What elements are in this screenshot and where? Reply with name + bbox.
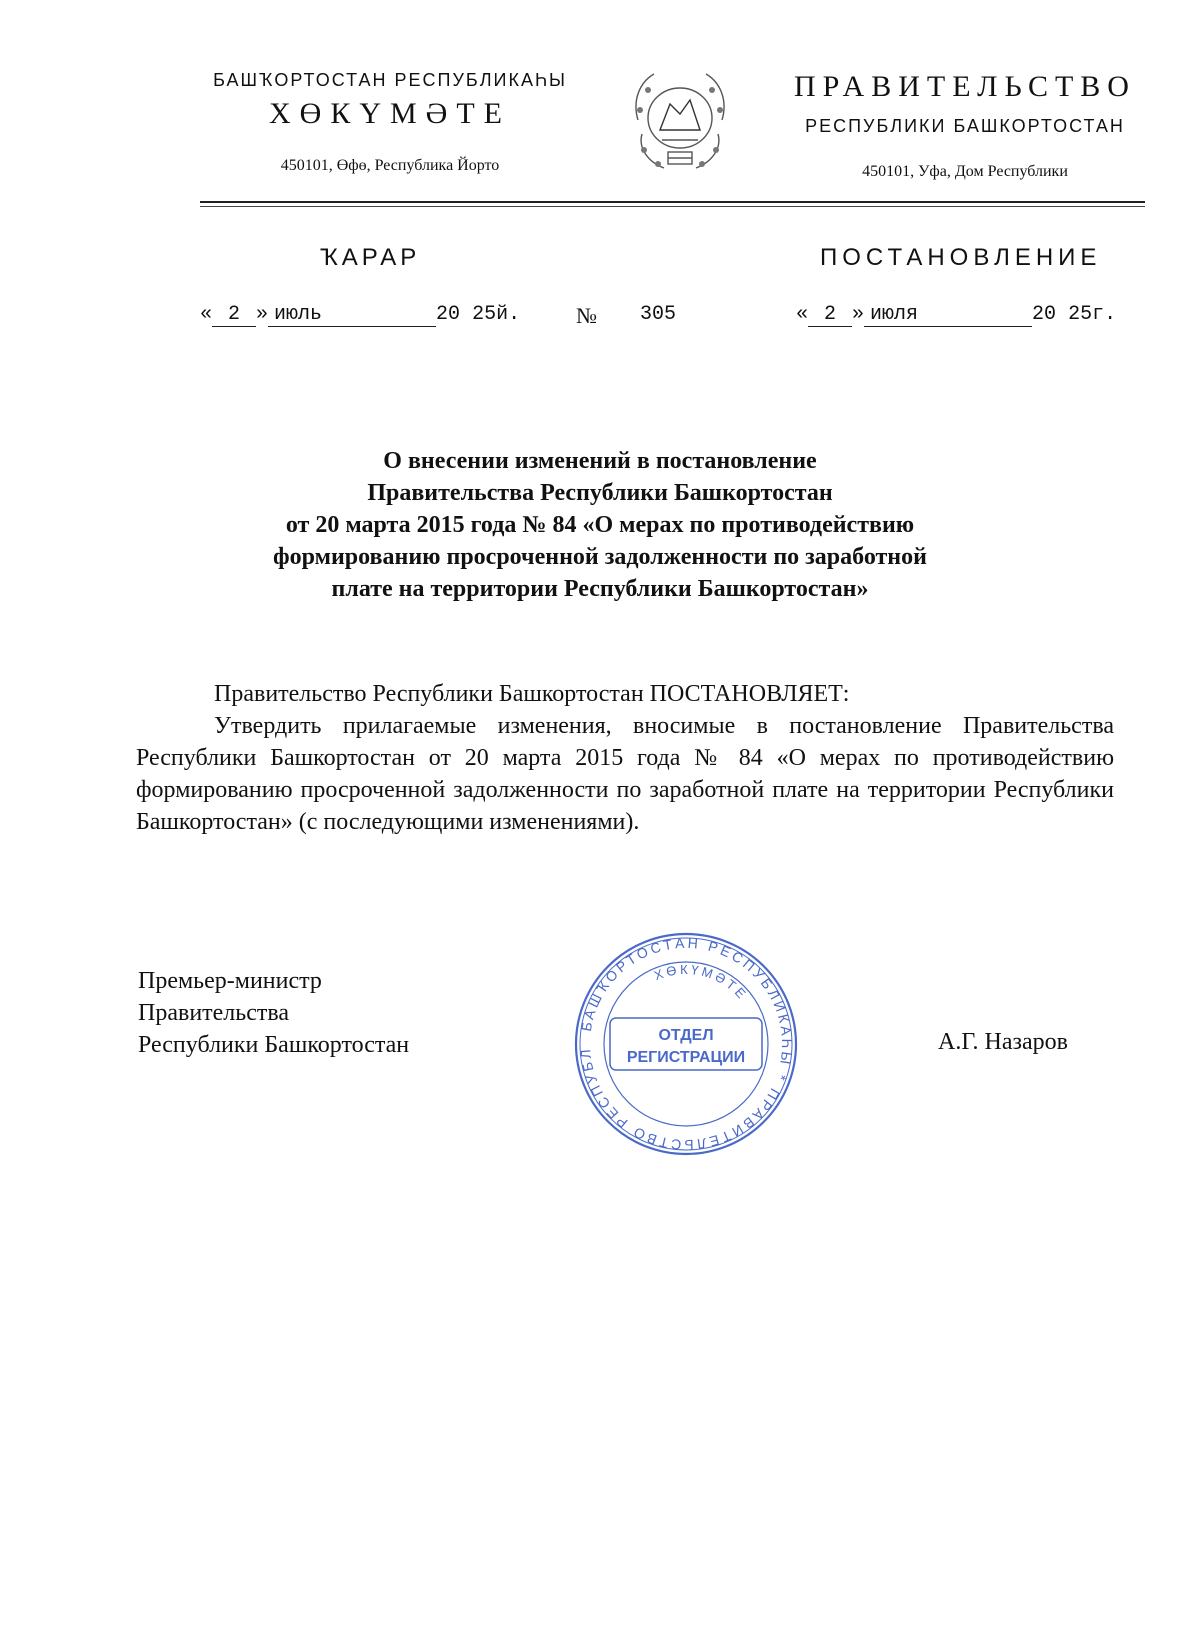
date-left-year-unit: й. [496, 303, 521, 326]
header-left-address: 450101, Өфө, Республика Йорто [280, 157, 500, 174]
coat-of-arms-icon [618, 60, 742, 180]
date-right-year-suffix: 25 [1068, 303, 1093, 326]
date-right-year-prefix: 20 [1032, 303, 1057, 326]
header-right-org: РЕСПУБЛИКИ БАШКОРТОСТАН [805, 116, 1125, 136]
signer-name: А.Г. Назаров [938, 1029, 1068, 1055]
stamp-inner-top-text: ХӨКҮМӘТЕ [651, 961, 751, 1004]
number-label: № [576, 303, 597, 328]
header-divider-thin [200, 206, 1145, 207]
body-lead: Правительство Республики Башкортостан ПОСТАНОВЛЯЕТ: [214, 681, 850, 707]
title-line: формированию просроченной задолженности по заработной [273, 544, 927, 570]
date-right-close-quote: » [852, 303, 865, 326]
stamp-outer-text: БАШҠОРТОСТАН РЕСПУБЛИКАҺЫ * ПРАВИТЕЛЬСТВО РЕСПУБЛ [576, 934, 796, 1154]
title-line: плате на территории Республики Башкортостан» [331, 576, 869, 602]
date-right-day: 2 [808, 304, 852, 327]
number-value: 305 [640, 303, 677, 326]
date-left-month: июль [268, 304, 436, 327]
header-divider-thick [200, 201, 1145, 203]
stamp-center-line: РЕГИСТРАЦИИ [626, 1049, 746, 1066]
signer-position [138, 965, 409, 1061]
registration-stamp [572, 930, 800, 1158]
doc-kind-left: ҠАРАР [320, 244, 421, 271]
body-paragraph: Утвердить прилагаемые изменения, вносимые в постановление Правительства Республики Башкортостан от 20 марта 2015 года № 84 «О мерах по противодействию формированию просроченной задолженности по заработной плате на территории Республики Башкортостан» (с последующими изменениями). [136, 713, 1114, 835]
header-right-address: 450101, Уфа, Дом Республики [862, 163, 1068, 180]
stamp-center-line: ОТДЕЛ [658, 1027, 714, 1044]
signer-position-line: Премьер-министр [138, 968, 322, 994]
date-left-day: 2 [212, 304, 256, 327]
signer-position-line: Республики Башкортостан [138, 1032, 410, 1058]
date-right-open-quote: « [796, 303, 809, 326]
header-right-title: ПРАВИТЕЛЬСТВО [794, 70, 1136, 103]
date-left [200, 303, 520, 327]
date-left-year-prefix: 20 [436, 303, 461, 326]
title-line: О внесении изменений в постановление [383, 448, 817, 474]
title-line: от 20 марта 2015 года № 84 «О мерах по противодействию [285, 512, 915, 538]
date-right-month: июля [864, 304, 1032, 327]
date-right [796, 303, 1116, 327]
date-left-close-quote: » [256, 303, 269, 326]
date-left-open-quote: « [200, 303, 213, 326]
header-left-org: БАШҠОРТОСТАН РЕСПУБЛИКАҺЫ [213, 70, 567, 90]
header-left-title: ХӨКҮМӘТЕ [269, 97, 511, 130]
header-right [780, 70, 1150, 181]
signer-position-line: Правительства [138, 1000, 290, 1026]
document-title [200, 445, 1000, 605]
document-body [136, 678, 1114, 838]
doc-kind-right: ПОСТАНОВЛЕНИЕ [820, 244, 1102, 271]
title-line: Правительства Республики Башкортостан [367, 480, 833, 506]
date-left-year-suffix: 25 [472, 303, 497, 326]
header-left [190, 70, 590, 175]
date-right-year-unit: г. [1092, 303, 1117, 326]
